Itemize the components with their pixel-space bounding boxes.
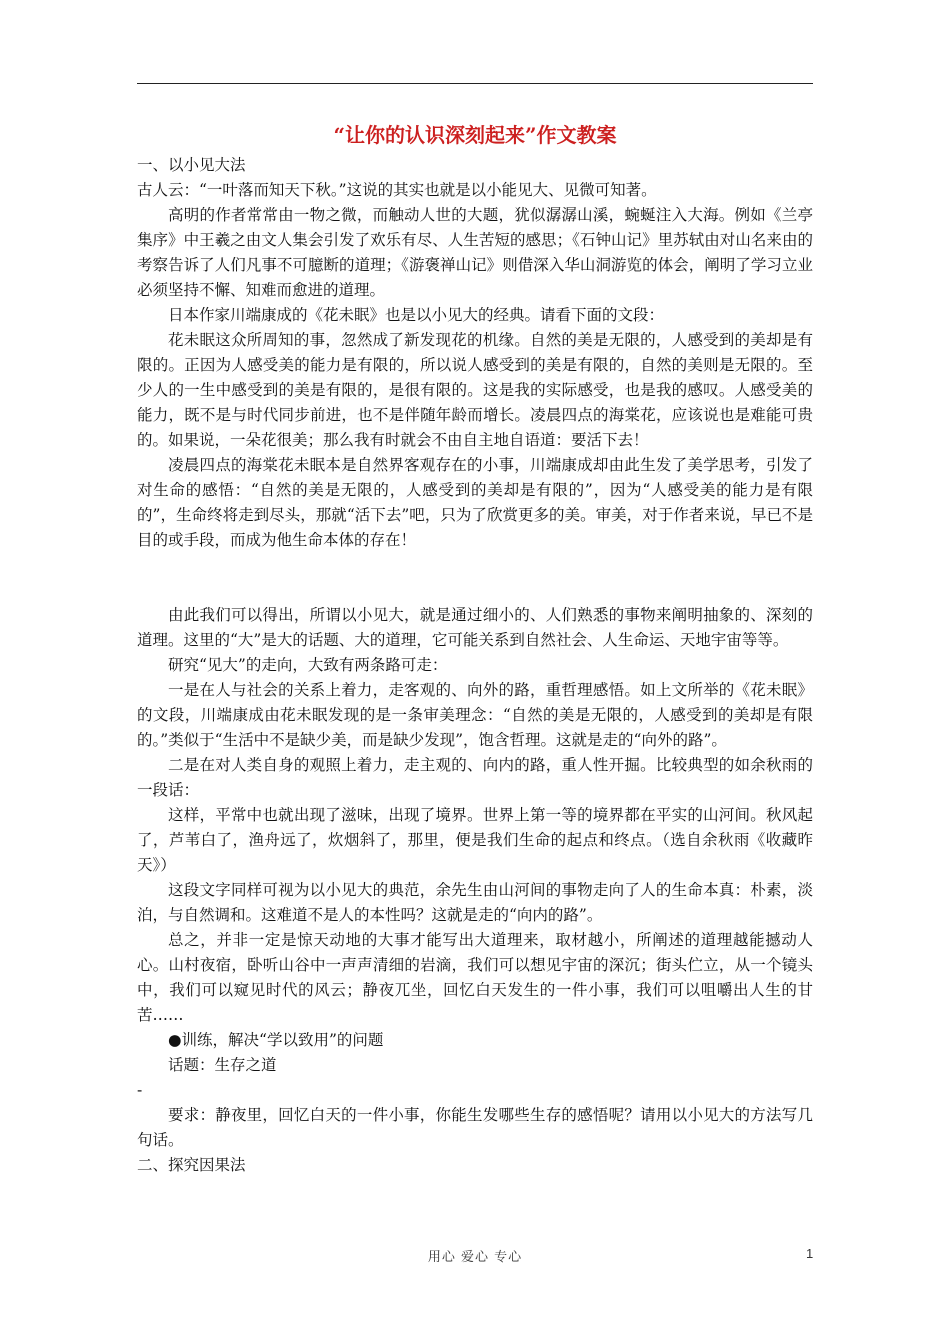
paragraph: 研究“见大”的走向，大致有两条路可走：	[168, 656, 448, 674]
paragraph: 日本作家川端康成的《花未眠》也是以小见大的经典。请看下面的文段：	[168, 306, 665, 324]
document-title: “让你的认识深刻起来”作文教案	[333, 123, 617, 147]
paragraph: 二是在对人类自身的观照上着力，走主观的、向内的路，重人性开掘。比较典型的如余秋雨的一段话：	[137, 756, 813, 799]
page-number: 1	[806, 1246, 814, 1261]
paragraph: 古人云：“一叶落而知天下秋。”这说的其实也就是以小能见大、见微可知著。	[137, 181, 657, 199]
topic-line: 话题：生存之道	[168, 1056, 277, 1074]
page-footer: 用心 爱心 专心	[427, 1250, 523, 1265]
section-heading-1: 一、以小见大法	[137, 156, 246, 174]
paragraph: 凌晨四点的海棠花未眠本是自然界客观存在的小事，川端康成却由此生发了美学思考，引发了对生命的感悟：“自然的美是无限的，人感受到的美却是有限的”，因为“人感受美的能力是有限的”，生命终将走到尽头，那就“活下去”吧，只为了欣赏更多的美。审美，对于作者来说，早已不是目的或手段，而成为他生命本体的存在！	[137, 456, 813, 549]
paragraph: 由此我们可以得出，所谓以小见大，就是通过细小的、人们熟悉的事物来阐明抽象的、深刻的道理。这里的“大”是大的话题、大的道理，它可能关系到自然社会、人生命运、天地宇宙等等。	[137, 606, 813, 649]
paragraph: 一是在人与社会的关系上着力，走客观的、向外的路，重哲理感悟。如上文所举的《花未眠》的文段，川端康成由花未眠发现的是一条审美理念：“自然的美是无限的，人感受到的美却是有限的。”类似于“生活中不是缺少美，而是缺少发现”，饱含哲理。这就是走的“向外的路”。	[137, 681, 813, 749]
document-body	[137, 121, 813, 1178]
quoted-passage: 这样，平常中也就出现了滋味，出现了境界。世界上第一等的境界都在平实的山河间。秋风起了，芦苇白了，渔舟远了，炊烟斜了，那里，便是我们生命的起点和终点。（选自余秋雨《收藏昨天》）	[137, 806, 813, 874]
dash-mark: -	[137, 1081, 143, 1099]
header-rule	[137, 83, 813, 84]
paragraph: 总之，并非一定是惊天动地的大事才能写出大道理来，取材越小，所阐述的道理越能撼动人心。山村夜宿，卧听山谷中一声声清细的岩滴，我们可以想见宇宙的深沉；街头伫立，从一个镜头中，我们可以窥见时代的风云；静夜兀坐，回忆白天发生的一件小事，我们可以咀嚼出人生的甘苦……	[137, 931, 813, 1024]
requirement-paragraph: 要求：静夜里，回忆白天的一件小事，你能生发哪些生存的感悟呢？请用以小见大的方法写几句话。	[137, 1106, 813, 1149]
paragraph: 高明的作者常常由一物之微，而触动人世的大题，犹似潺潺山溪，蜿蜒注入大海。例如《兰亭集序》中王羲之由文人集会引发了欢乐有尽、人生苦短的感思；《石钟山记》里苏轼由对山名来由的考察告诉了人们凡事不可臆断的道理；《游褒禅山记》则借深入华山洞游览的体会，阐明了学习立业必须坚持不懈、知难而愈进的道理。	[137, 206, 813, 299]
training-heading: ●训练，解决“学以致用”的问题	[168, 1031, 384, 1049]
paragraph: 这段文字同样可视为以小见大的典范，余先生由山河间的事物走向了人的生命本真：朴素，淡泊，与自然调和。这难道不是人的本性吗？这就是走的“向内的路”。	[137, 881, 813, 924]
quoted-passage: 花未眠这众所周知的事，忽然成了新发现花的机缘。自然的美是无限的，人感受到的美却是有限的。正因为人感受美的能力是有限的，所以说人感受到的美是有限的，自然的美则是无限的。至少人的一生中感受到的美是有限的，是很有限的。这是我的实际感受，也是我的感叹。人感受美的能力，既不是与时代同步前进，也不是伴随年龄而增长。凌晨四点的海棠花，应该说也是难能可贵的。如果说，一朵花很美；那么我有时就会不由自主地自语道：要活下去！	[137, 331, 813, 449]
section-heading-2: 二、探究因果法	[137, 1156, 246, 1174]
blank-space	[137, 553, 813, 603]
